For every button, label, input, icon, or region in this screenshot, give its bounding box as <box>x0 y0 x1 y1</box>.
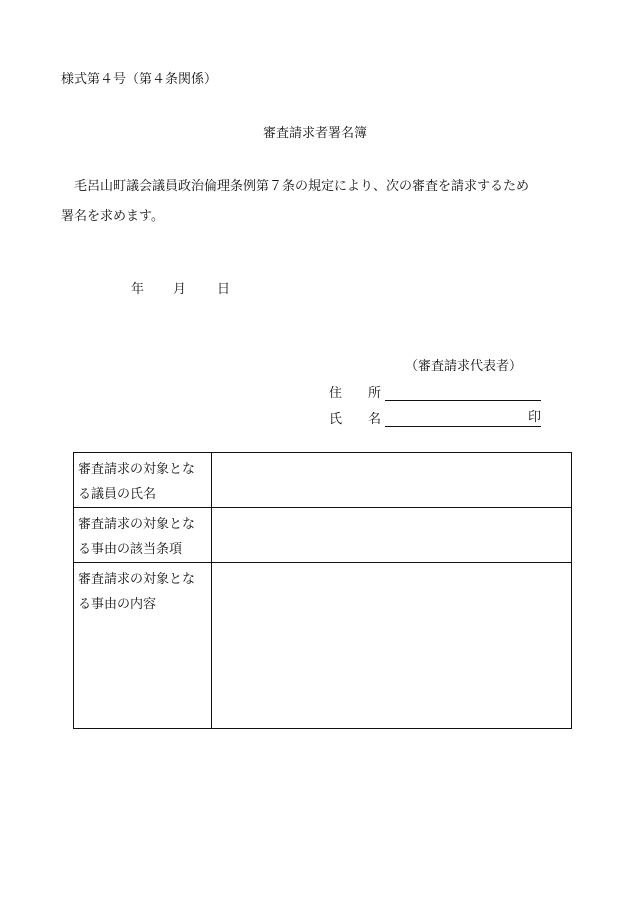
applicable-clause-cell[interactable] <box>212 508 572 563</box>
row-label-line: る事由の内容 <box>78 597 157 612</box>
name-field-row <box>329 408 541 427</box>
row-label-line: 審査請求の対象とな <box>78 517 196 532</box>
name-field[interactable] <box>385 410 541 427</box>
body-text <box>61 172 581 232</box>
row-label-line: 審査請求の対象とな <box>78 572 196 587</box>
form-number: 様式第４号（第４条関係） <box>61 72 218 87</box>
date-month-label: 月 <box>173 282 187 297</box>
representative-label: （審査請求代表者） <box>405 359 523 374</box>
row-label-line: 審査請求の対象とな <box>78 462 196 477</box>
body-line-1: 毛呂山町議会議員政治倫理条例第７条の規定により、次の審査を請求するため <box>74 179 530 194</box>
table-row <box>74 453 572 508</box>
row-label <box>74 563 212 729</box>
table-row <box>74 508 572 563</box>
row-label <box>74 508 212 563</box>
address-field[interactable] <box>385 384 541 401</box>
date-day-label: 日 <box>217 282 231 297</box>
reason-content-cell[interactable] <box>212 563 572 729</box>
date-year-label: 年 <box>131 282 145 297</box>
target-member-name-cell[interactable] <box>212 453 572 508</box>
document-title: 審査請求者署名簿 <box>262 126 367 141</box>
seal-mark: 印 <box>527 410 541 425</box>
date-row <box>131 278 230 297</box>
petition-table <box>73 452 572 729</box>
row-label-line: る事由の該当条項 <box>78 542 183 557</box>
body-line-2: 署名を求めます。 <box>61 209 164 224</box>
name-label: 氏 名 <box>329 412 382 427</box>
table-row <box>74 563 572 729</box>
address-label: 住 所 <box>329 386 382 401</box>
row-label <box>74 453 212 508</box>
row-label-line: る議員の氏名 <box>78 487 157 502</box>
address-field-row <box>329 382 541 401</box>
